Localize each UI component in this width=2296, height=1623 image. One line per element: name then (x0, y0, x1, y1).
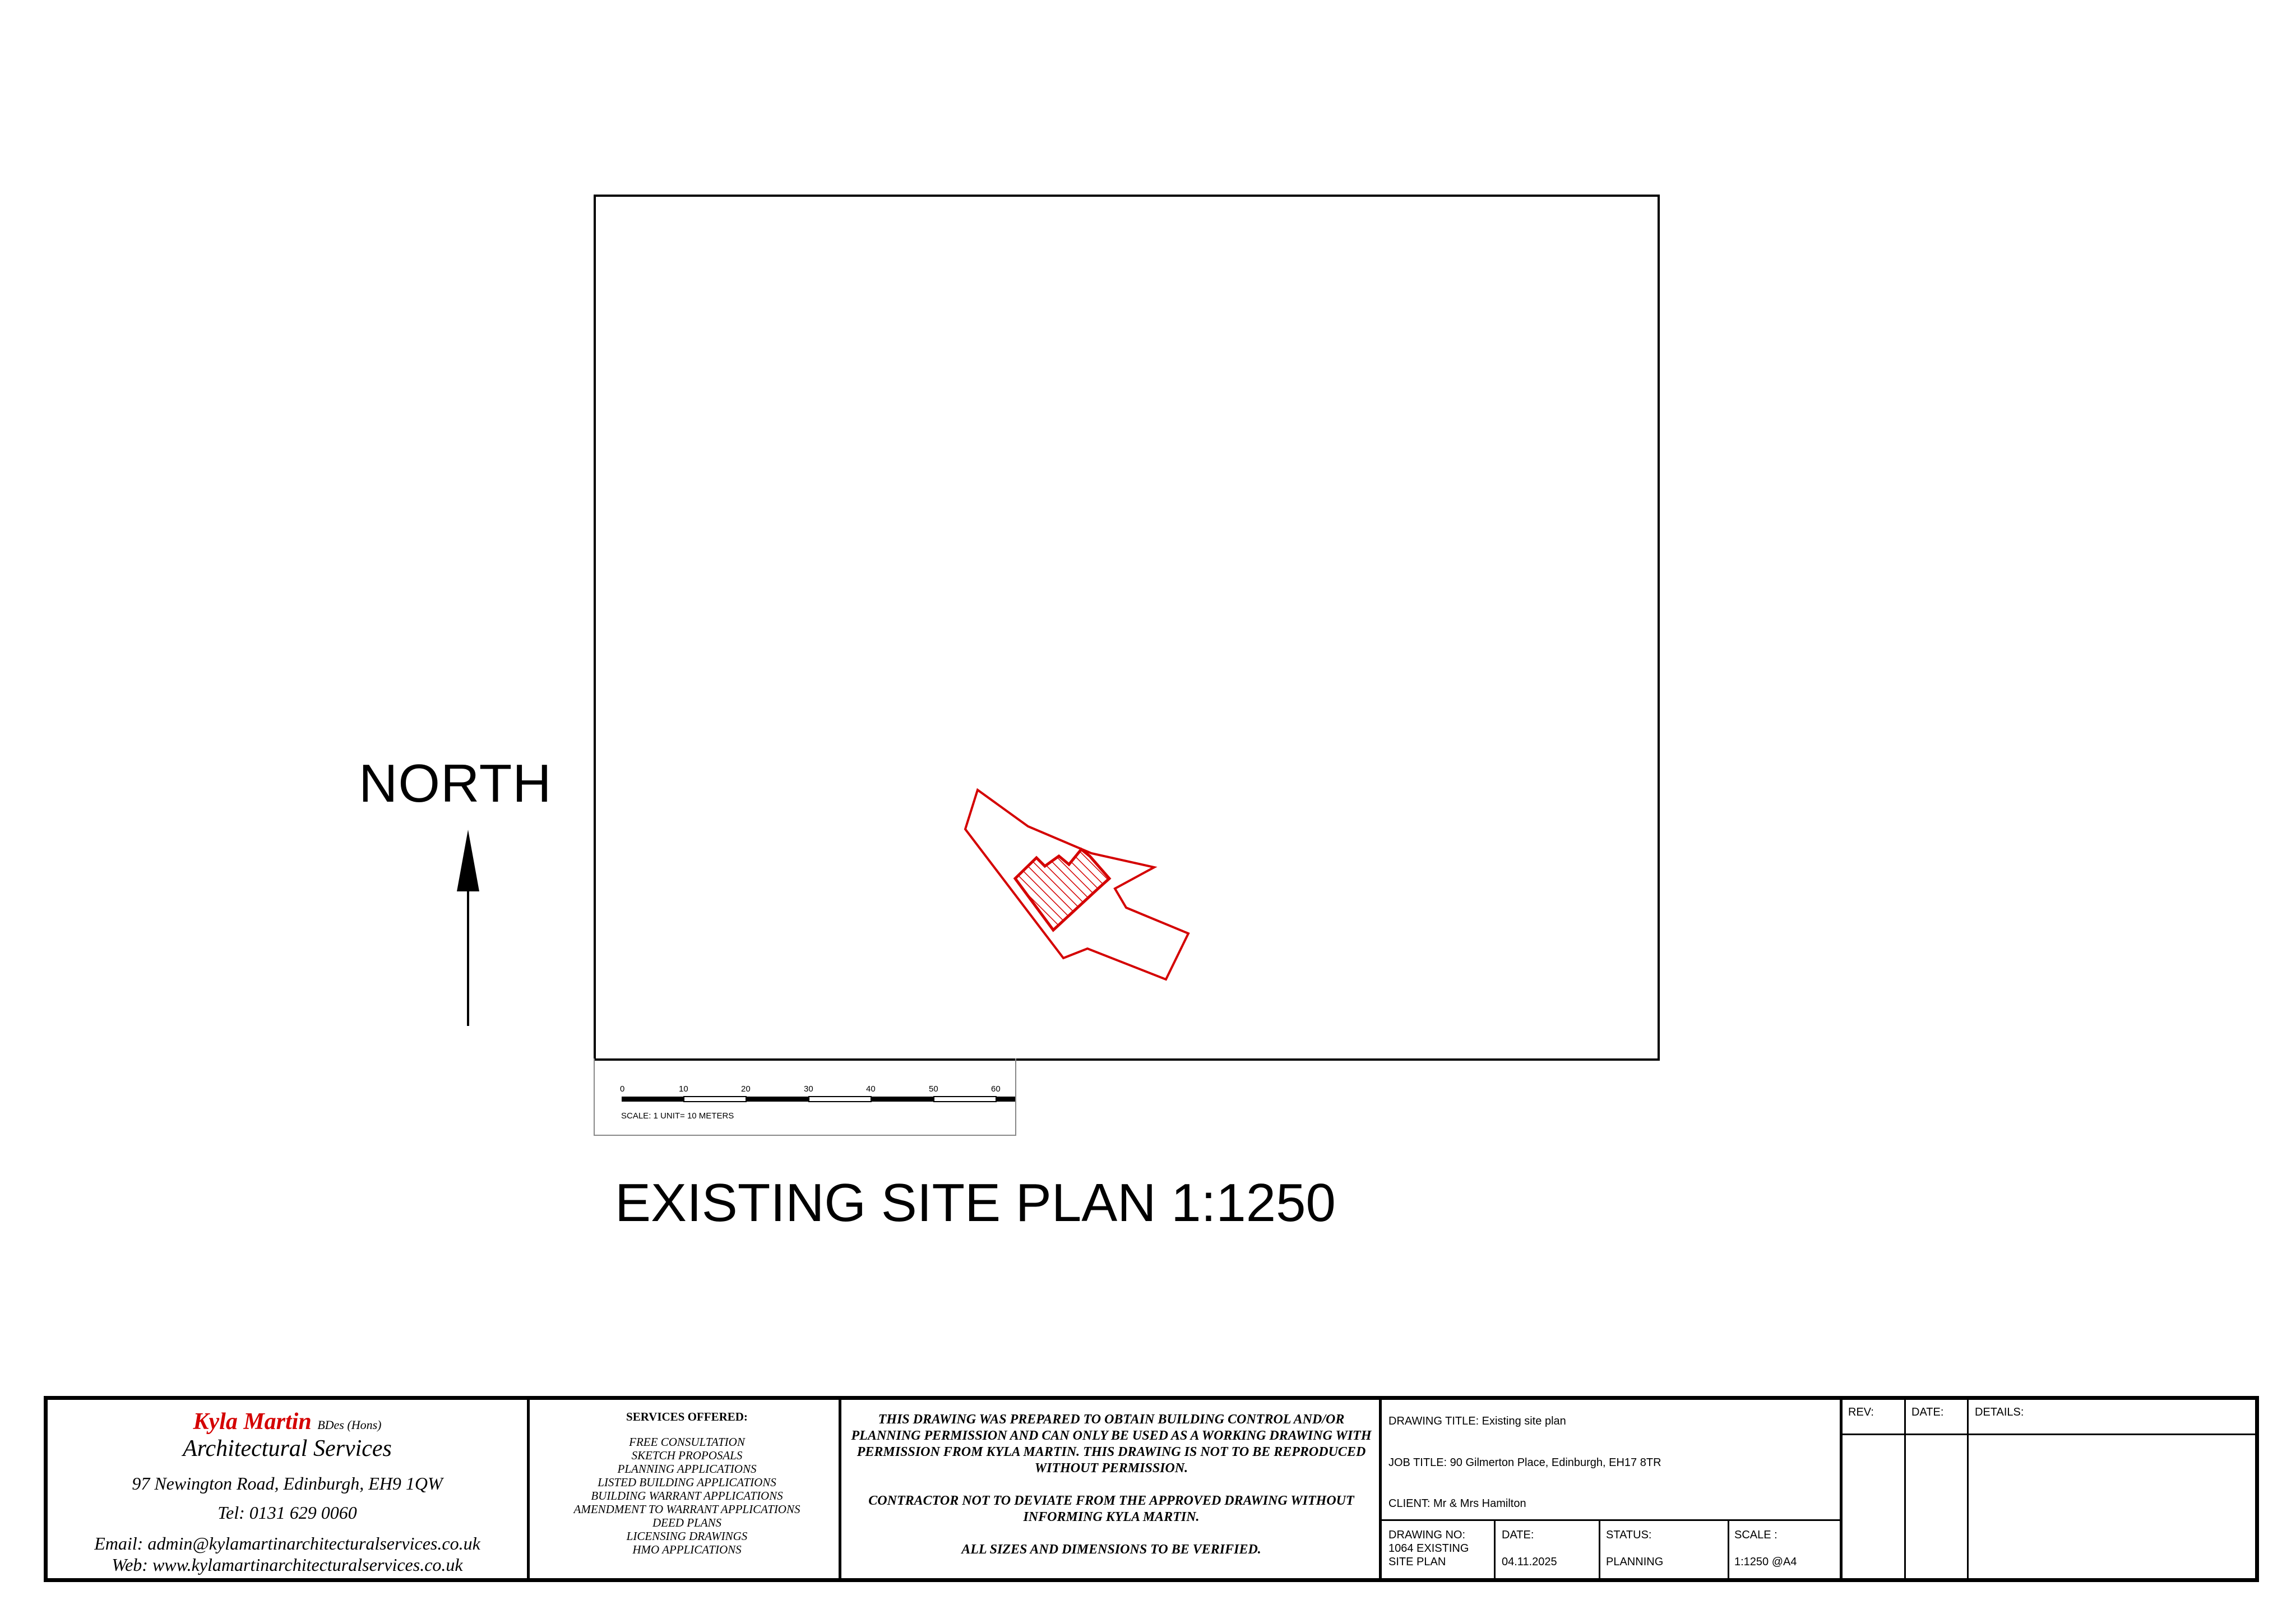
rev-label: REV: (1848, 1406, 1874, 1418)
divider (1967, 1400, 1969, 1578)
status-value: PLANNING (1606, 1556, 1664, 1568)
scale-label: SCALE : (1734, 1529, 1777, 1541)
company-web[interactable]: Web: www.kylamartinarchitecturalservices.co.uk (112, 1555, 463, 1575)
drawing-no-line1: 1064 EXISTING (1388, 1542, 1469, 1555)
scale-tick-label: 30 (804, 1084, 813, 1094)
service-item: SKETCH PROPOSALS (631, 1449, 743, 1462)
company-name-text: Kyla Martin (193, 1409, 312, 1435)
company-address: 97 Newington Road, Edinburgh, EH9 1QW (132, 1473, 443, 1493)
service-item: PLANNING APPLICATIONS (617, 1462, 757, 1476)
contractor-notice: CONTRACTOR NOT TO DEVIATE FROM THE APPROVED DRAWING WITHOUT INFORMING KYLA MARTIN. (868, 1493, 1354, 1524)
divider (1379, 1396, 1382, 1582)
service-item: BUILDING WARRANT APPLICATIONS (591, 1489, 783, 1502)
building-footprint (1015, 849, 1109, 930)
service-item: DEED PLANS (652, 1516, 722, 1529)
service-item: LISTED BUILDING APPLICATIONS (598, 1476, 776, 1489)
site-plan-drawing (594, 195, 1660, 1061)
scale-tick-label: 10 (679, 1084, 688, 1094)
scale-tick-label: 50 (929, 1084, 938, 1094)
job-title: JOB TITLE: 90 Gilmerton Place, Edinburgh, EH17 8TR (1388, 1456, 1661, 1469)
service-item: AMENDMENT TO WARRANT APPLICATIONS (573, 1502, 800, 1516)
divider (527, 1396, 530, 1582)
north-label: NORTH (359, 753, 552, 813)
rev-date-label: DATE: (1911, 1406, 1944, 1418)
scale-tick-label: 60 (991, 1084, 1001, 1094)
drawing-title: DRAWING TITLE: Existing site plan (1388, 1415, 1566, 1427)
copyright-notice: THIS DRAWING WAS PREPARED TO OBTAIN BUILDING CONTROL AND/OR PLANNING PERMISSION AND CAN ONLY BE USED AS A WORKING DRAWING WITH PERMISSION FROM KYLA MARTIN. THIS DRAWING IS NOT TO BE REPRODUCED WITHOUT PERMISSION. (851, 1412, 1372, 1476)
scale-caption: SCALE: 1 UNIT= 10 METERS (621, 1111, 734, 1121)
drawing-no-label: DRAWING NO: (1388, 1529, 1466, 1541)
services-list (531, 1435, 843, 1556)
company-tel: Tel: 0131 629 0060 (217, 1502, 357, 1523)
service-item: FREE CONSULTATION (629, 1435, 745, 1449)
date-value: 04.11.2025 (1502, 1556, 1557, 1568)
client: CLIENT: Mr & Mrs Hamilton (1388, 1497, 1526, 1510)
company-subtitle: Architectural Services (183, 1436, 392, 1462)
divider (1728, 1519, 1729, 1578)
divider (1904, 1400, 1906, 1578)
divider (1494, 1519, 1496, 1578)
service-item: HMO APPLICATIONS (632, 1543, 742, 1556)
company-qualifications: BDes (Hons) (317, 1418, 382, 1432)
date-label: DATE: (1502, 1529, 1534, 1541)
service-item: LICENSING DRAWINGS (626, 1529, 748, 1543)
scale-value: 1:1250 @A4 (1734, 1556, 1797, 1568)
north-arrow-icon (443, 830, 493, 1026)
drawing-no-line2: SITE PLAN (1388, 1556, 1446, 1568)
scale-bar (594, 1058, 1016, 1136)
dimensions-notice: ALL SIZES AND DIMENSIONS TO BE VERIFIED. (961, 1542, 1261, 1557)
rev-details-label: DETAILS: (1975, 1406, 2024, 1418)
company-name (48, 1408, 527, 1435)
divider (1599, 1519, 1600, 1578)
divider (1840, 1396, 1843, 1582)
services-heading: SERVICES OFFERED: (626, 1410, 748, 1423)
scale-tick-label: 0 (620, 1084, 625, 1094)
company-email[interactable]: Email: admin@kylamartinarchitecturalservices.co.uk (94, 1533, 480, 1553)
plan-title: EXISTING SITE PLAN 1:1250 (615, 1173, 1336, 1233)
scale-tick-label: 40 (866, 1084, 876, 1094)
divider (1382, 1519, 1840, 1521)
scale-tick-label: 20 (741, 1084, 751, 1094)
status-label: STATUS: (1606, 1529, 1652, 1541)
